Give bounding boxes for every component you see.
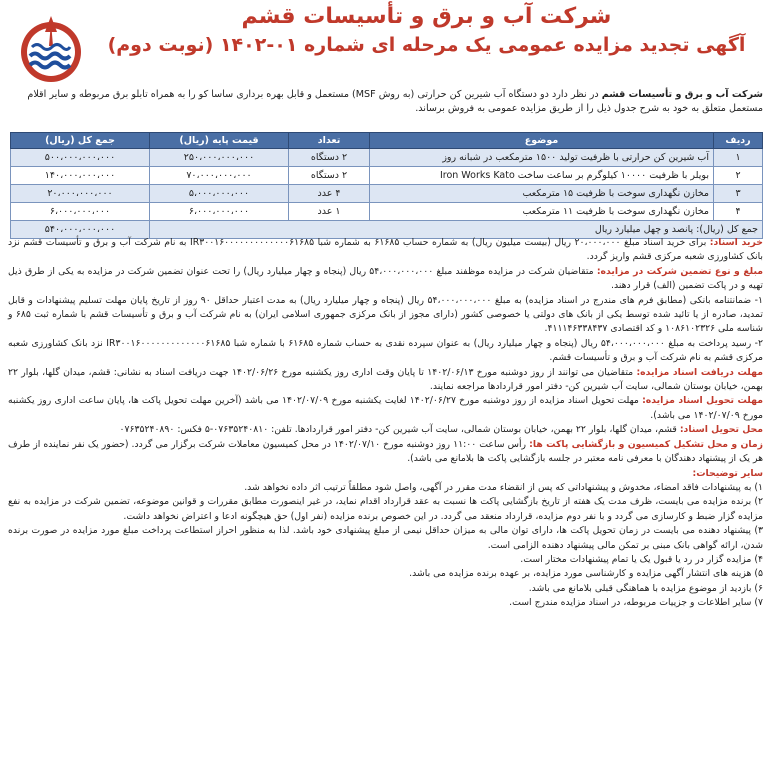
cell: ۱ عدد [289, 203, 370, 221]
cell: ۱ [714, 149, 763, 167]
cell: ۳ [714, 185, 763, 203]
note-item: ۳) پیشنهاد دهنده می بایست در زمان تحویل پاکت ها، دارای توان مالی به میزان حداقل نیمی از مبلغ پیشنهادی خود باشد. لذا به منظور احراز استطاعت پرداخت مبلغ مورد مزایده در صورت برنده شدن، ارائه گواهی بانک مبنی بر تمکن مالی پیشنهاد دهنده الزامی است. [8, 525, 763, 551]
section-label: زمان و محل تشکیل کمیسیون و بازگشایی پاکت ها: [529, 438, 764, 450]
intro-paragraph [8, 88, 763, 116]
col-total: جمع کل (ریال) [11, 133, 150, 149]
col-count: تعداد [289, 133, 370, 149]
section-label: محل تحویل اسناد: [679, 424, 763, 436]
col-row: ردیف [714, 133, 763, 149]
cell: ۷۰،۰۰۰،۰۰۰،۰۰۰ [150, 167, 289, 185]
cell: بویلر با ظرفیت ۱۰۰۰۰ کیلوگرم بر ساعت ساخت Iron Works Kato [370, 167, 714, 185]
table-row [11, 203, 763, 221]
cell: مخازن نگهداری سوخت با ظرفیت ۱۵ مترمکعب [370, 185, 714, 203]
table-header-row [11, 133, 763, 149]
table-row [11, 185, 763, 203]
receive-section [8, 366, 763, 395]
notice-body [8, 236, 763, 611]
intro-text: در نظر دارد دو دستگاه آب شیرین کن حرارتی (به روش MSF) مستعمل و قابل بهره برداری ساسا کو را به همراه تابلو برق مربوطه و سایر اقلام مستعمل متعلق به خود به شرح جدول ذیل را از طریق مزایده عمومی به فروش برساند. [27, 89, 763, 114]
cell: ۵،۰۰۰،۰۰۰،۰۰۰ [150, 185, 289, 203]
total-label: جمع کل (ریال): پانصد و چهل میلیارد ریال [150, 221, 763, 239]
table-row [11, 167, 763, 185]
note-item: ۱) به پیشنهادات فاقد امضاء، مخدوش و پیشنهاداتی که پس از انقضاء مدت مقرر در آگهی، واصل شود مطلقاً ترتیب اثر داده نخواهد شد. [244, 481, 763, 493]
note-item: ۴) مزایده گزار در رد یا قبول یک یا تمام پیشنهادات مختار است. [520, 553, 763, 565]
section-label: سایر توضیحات: [692, 467, 763, 479]
cell: ۴ [714, 203, 763, 221]
time-section [8, 438, 763, 467]
note-item: ۷) سایر اطلاعات و جزییات مربوطه، در اسناد مزایده مندرج است. [509, 597, 763, 609]
cell: ۲۵۰،۰۰۰،۰۰۰،۰۰۰ [150, 149, 289, 167]
section-text: قشم، میدان گلها، بلوار ۲۲ بهمن، خیابان بوستان شمالی، سایت آب شیرین کن- دفتر امور قراردادها. تلفن: ۰۷۶۳۵۲۴۰۸۱۰-۵ فکس: ۰۷۶۳۵۲۴۰۸۹۰ [119, 424, 680, 436]
section-text: مهلت تحویل اسناد مزایده از روز دوشنبه مورخ ۱۴۰۲/۰۶/۲۷ لغایت یکشنبه مورخ ۱۴۰۲/۰۷/۰۹ می باشد (آخرین مهلت تحویل پاکت ها، پایان ساعت اداری روز یکشنبه مورخ ۱۴۰۲/۰۷/۰۹ می باشد). [8, 395, 763, 421]
cell: ۲ [714, 167, 763, 185]
notice-title: آگهی تجدید مزایده عمومی یک مرحله ای شماره ۰۱-۱۴۰۲ (نوبت دوم) [107, 34, 746, 56]
cell: ۵۰۰،۰۰۰،۰۰۰،۰۰۰ [11, 149, 150, 167]
other-section-label [8, 467, 763, 481]
cell: آب شیرین کن حرارتی با ظرفیت تولید ۱۵۰۰ مترمکعب در شبانه روز [370, 149, 714, 167]
section-label: مهلت دریافت اسناد مزایده: [636, 366, 763, 378]
intro-company: شرکت آب و برق و تأسیسات قشم [601, 89, 763, 100]
section-text: برای خرید اسناد مبلغ ۲۰،۰۰۰،۰۰۰ ریال (بیست میلیون ریال) به شماره حساب ۶۱۶۸۵ به شماره شبا IR۳۰۰۱۶۰۰۰۰۰۰۰۰۰۰۰۰۰۶۱۶۸۵ به نام شرکت آب و برق و تأسیسات قشم نزد بانک کشاورزی شعبه مرکزی قشم واریز گردد. [8, 237, 763, 263]
guarantee-item: ۲- رسید پرداخت به مبلغ ۵۴،۰۰۰،۰۰۰،۰۰۰ ریال (پنجاه و چهار میلیارد ریال) به عنوان سپرده نقدی به حساب شماره ۶۱۶۸۵ با شماره شبا IR۳۰۰۱۶۰۰۰۰۰۰۰۰۰۰۰۰۰۶۱۶۸۵ نزد بانک کشاورزی شعبه مرکزی قشم به نام شرکت آب و برق و تأسیسات قشم. [8, 337, 764, 364]
cell: ۴ عدد [289, 185, 370, 203]
note-item: ۶) بازدید از موضوع مزایده با هماهنگی قبلی بلامانع می باشد. [528, 582, 763, 594]
guarantee-section [8, 265, 763, 294]
guarantee-item: ۱- ضمانتنامه بانکی (مطابق فرم های مندرج در اسناد مزایده) به مبلغ ۵۴،۰۰۰،۰۰۰،۰۰۰ ریال (پنجاه و چهار میلیارد ریال) به مدت اعتبار حداقل ۹۰ روز از تاریخ پایان مهلت تسلیم پیشنهادات و قابل تمدید، صادره از یا تائید شده توسط یکی از بانک های دولتی یا خصوصی کشور (دارای مجوز از بانک مرکزی جمهوری اسلامی ایران) به نام شرکت آب و برق و تأسیسات قشم با شماره ثبت ۶۸۵ و شناسه ملی ۱۰۸۶۱۰۲۳۲۶ و کد اقتصادی ۴۱۱۱۴۶۳۳۸۴۳۷. [8, 294, 764, 335]
note-item: ۲) برنده مزایده می بایست، ظرف مدت یک هفته از تاریخ بازگشایی پاکت ها نسبت به عقد قرارداد اقدام نماید، در غیر اینصورت مطابق مقررات و قوانین موضوعه، تضمین شرکت در مزایده به نفع مزایده گزار ضبط و کارسازی می گردد و با نفر دوم مزایده، قرارداد منعقد می گردد. در این خصوص برنده مزایده (نفر اول) حق هیچگونه ادعا و اعتراض نخواهد داشت. [8, 496, 763, 522]
total-value: ۵۴۰،۰۰۰،۰۰۰،۰۰۰ [11, 221, 150, 239]
cell: ۲ دستگاه [289, 167, 370, 185]
section-text: متقاضیان می توانند از روز دوشنبه مورخ ۱۴۰۲/۰۶/۱۳ تا پایان وقت اداری روز یکشنبه مورخ ۱۴۰۲/۰۶/۲۶ جهت دریافت اسناد به نشانی: قشم، میدان گلها، بلوار ۲۲ بهمن، خیابان بوستان شمالی، سایت آب شیرین کن- دفتر امور قراردادها مراجعه نمایند. [8, 366, 763, 393]
place-section [8, 423, 763, 437]
table-row [11, 149, 763, 167]
section-text: متقاضیان شرکت در مزایده موظفند مبلغ ۵۴،۰۰۰،۰۰۰،۰۰۰ ریال (پنجاه و چهار میلیارد ریال) را تحت عنوان تضمین شرکت در مزایده به یکی از طرق ذیل تهیه و در پاکت تضمین (الف) قرار دهند. [8, 265, 763, 292]
items-table [10, 132, 763, 239]
cell: مخازن نگهداری سوخت با ظرفیت ۱۱ مترمکعب [370, 203, 714, 221]
note-item: ۵) هزینه های انتشار آگهی مزایده و کارشناسی مورد مزایده، بر عهده برنده مزایده می باشد. [409, 568, 763, 580]
cell: ۶،۰۰۰،۰۰۰،۰۰۰ [150, 203, 289, 221]
cell: ۶،۰۰۰،۰۰۰،۰۰۰ [11, 203, 150, 221]
cell: ۲۰،۰۰۰،۰۰۰،۰۰۰ [11, 185, 150, 203]
deliver-section [8, 394, 763, 423]
company-logo-icon [16, 10, 86, 88]
col-base-price: قیمت پایه (ریال) [150, 133, 289, 149]
section-text: رأس ساعت ۱۱:۰۰ روز دوشنبه مورخ ۱۴۰۲/۰۷/۱۰ در محل کمیسیون معاملات شرکت برگزار می گردد. (حضور یک نفر نماینده از طرف هر یک از پیشنهاد دهندگان با معرفی نامه معتبر در جلسه بازگشایی پاکت ها بلامانع می باشد). [8, 438, 763, 465]
cell: ۱۴۰،۰۰۰،۰۰۰،۰۰۰ [11, 167, 150, 185]
col-subject: موضوع [370, 133, 714, 149]
section-label: خرید اسناد: [709, 237, 763, 248]
purchase-section [8, 236, 763, 265]
company-title: شرکت آب و برق و تأسیسات قشم [241, 4, 612, 29]
section-label: مهلت تحویل اسناد مزایده: [642, 395, 763, 407]
cell: ۲ دستگاه [289, 149, 370, 167]
section-label: مبلغ و نوع تضمین شرکت در مزایده: [596, 265, 764, 277]
